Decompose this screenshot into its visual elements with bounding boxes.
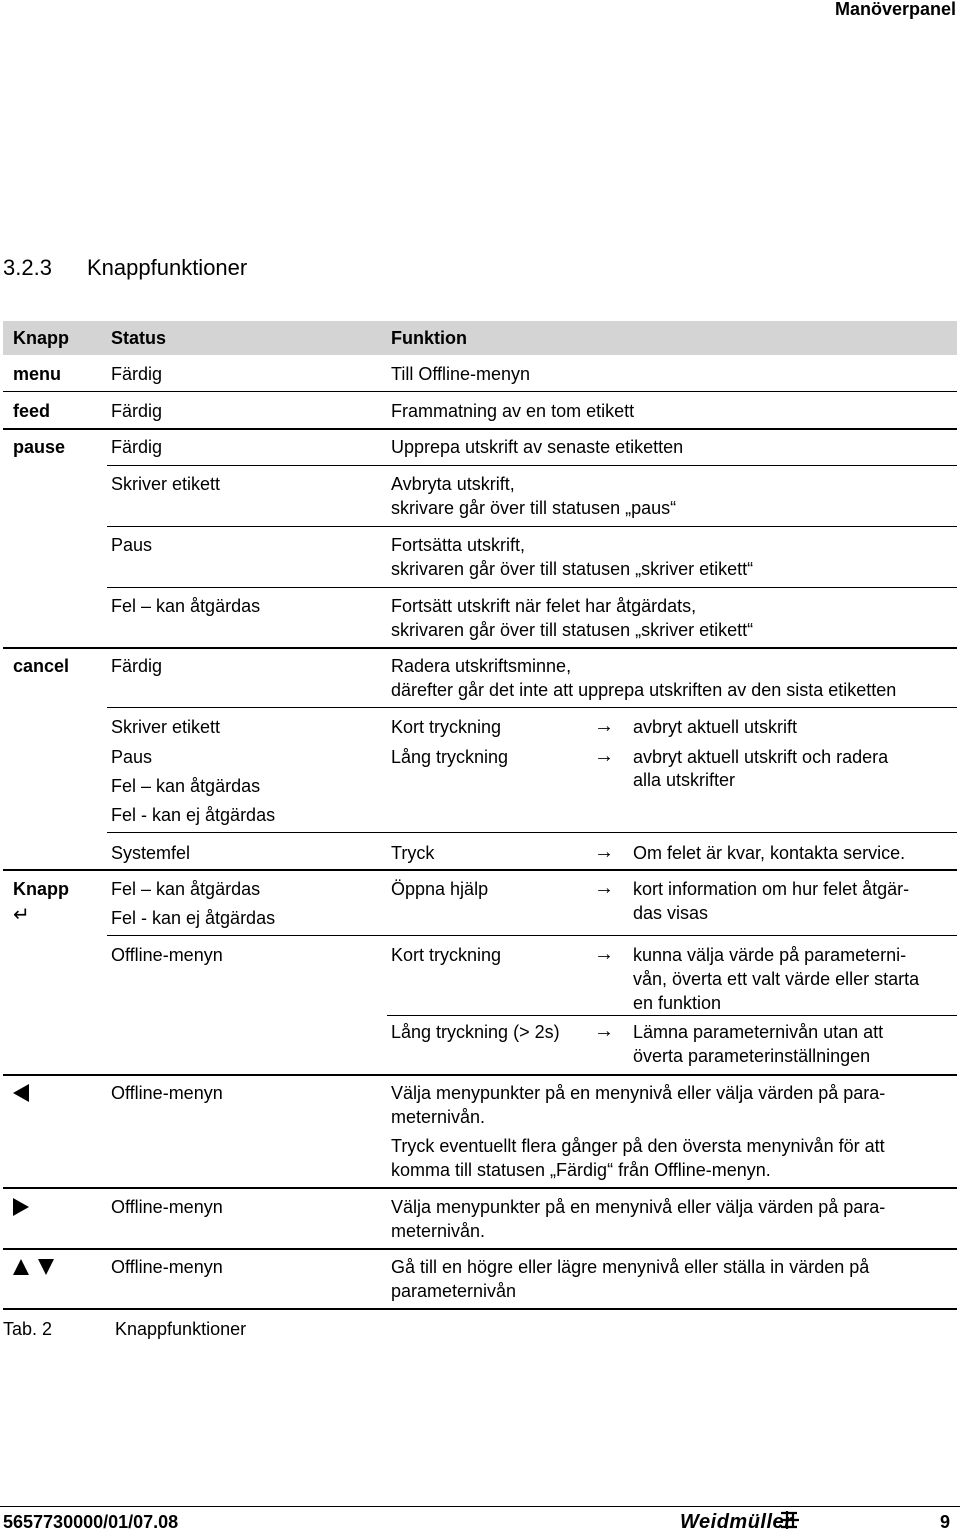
row-divider — [3, 1074, 957, 1076]
table-bottom-rule — [3, 1308, 957, 1310]
function-cell: Fortsätt utskrift när felet har åtgärdats, — [391, 596, 697, 616]
press-type: Tryck — [391, 843, 435, 863]
status-cell: Offline-menyn — [111, 1083, 223, 1103]
table-caption-text: Knappfunktioner — [115, 1319, 247, 1339]
press-result: kunna välja värde på parameterni- — [633, 945, 907, 965]
function-cell: Frammatning av en tom etikett — [391, 401, 635, 421]
arrow-right-icon: → — [594, 841, 614, 863]
status-cell: Färdig — [111, 437, 163, 457]
column-header-key: Knapp — [13, 328, 69, 348]
row-divider — [107, 707, 957, 708]
press-type: Lång tryckning (> 2s) — [391, 1022, 560, 1042]
status-cell: Offline-menyn — [111, 1197, 223, 1217]
status-cell: Skriver etikett — [111, 717, 221, 737]
function-cell: meternivån. — [391, 1221, 486, 1241]
triangle-down-icon — [38, 1259, 54, 1275]
row-divider — [3, 647, 957, 649]
row-divider — [107, 465, 957, 466]
section-title: Knappfunktioner — [87, 255, 248, 280]
status-cell: Paus — [111, 535, 153, 555]
page-number: 9 — [940, 1512, 951, 1532]
press-result: avbryt aktuell utskrift — [633, 717, 798, 737]
status-cell: Systemfel — [111, 843, 191, 863]
triangle-left-icon — [13, 1084, 29, 1102]
function-cell: komma till statusen „Färdig“ från Offline-menyn. — [391, 1160, 771, 1180]
function-cell: skrivaren går över till statusen „skriver etikett“ — [391, 559, 754, 579]
brand-logo: Weidmüller — [680, 1511, 793, 1533]
function-cell: Radera utskriftsminne, — [391, 656, 572, 676]
row-divider — [107, 526, 957, 527]
press-type: Lång tryckning — [391, 747, 509, 767]
function-cell: Till Offline-menyn — [391, 364, 531, 384]
status-cell: Fel - kan ej åtgärdas — [111, 908, 276, 928]
column-header-function: Funktion — [391, 328, 467, 348]
function-cell: Tryck eventuellt flera gånger på den översta menynivån för att — [391, 1136, 885, 1156]
key-pause: pause — [13, 437, 66, 457]
row-divider — [107, 935, 957, 936]
function-cell: Gå till en högre eller lägre menynivå eller ställa in värden på — [391, 1257, 870, 1277]
status-cell: Fel – kan åtgärdas — [111, 596, 261, 616]
row-divider — [107, 832, 957, 833]
triangle-right-icon — [13, 1198, 29, 1216]
press-result: en funktion — [633, 993, 722, 1013]
press-result: avbryt aktuell utskrift och radera — [633, 747, 889, 767]
arrow-right-icon: → — [594, 877, 614, 899]
status-cell: Fel – kan åtgärdas — [111, 879, 261, 899]
function-cell: Välja menypunkter på en menynivå eller välja värden på para- — [391, 1197, 886, 1217]
footer-rule — [0, 1506, 960, 1507]
function-cell: Välja menypunkter på en menynivå eller välja värden på para- — [391, 1083, 886, 1103]
brand-mark-icon — [779, 1510, 801, 1530]
arrow-right-icon: → — [594, 1020, 614, 1042]
function-cell: Upprepa utskrift av senaste etiketten — [391, 437, 684, 457]
column-header-status: Status — [111, 328, 167, 348]
document-number: 5657730000/01/07.08 — [3, 1512, 179, 1532]
function-cell: Fortsätta utskrift, — [391, 535, 526, 555]
status-cell: Skriver etikett — [111, 474, 221, 494]
press-result: kort information om hur felet åtgär- — [633, 879, 910, 899]
arrow-right-icon: → — [594, 943, 614, 965]
row-divider — [387, 1015, 957, 1016]
section-number: 3.2.3 — [3, 255, 52, 280]
function-cell: skrivare går över till statusen „paus“ — [391, 498, 677, 518]
press-result: Lämna parameternivån utan att — [633, 1022, 884, 1042]
status-cell: Offline-menyn — [111, 1257, 223, 1277]
press-type: Öppna hjälp — [391, 879, 489, 899]
press-result: Om felet är kvar, kontakta service. — [633, 843, 906, 863]
row-divider — [3, 391, 957, 392]
enter-key-icon: ↵ — [13, 904, 30, 926]
triangle-up-icon — [13, 1259, 29, 1275]
press-type: Kort tryckning — [391, 717, 502, 737]
function-cell: parameternivån — [391, 1281, 517, 1301]
press-result: das visas — [633, 903, 709, 923]
function-cell: Avbryta utskrift, — [391, 474, 515, 494]
status-cell: Offline-menyn — [111, 945, 223, 965]
press-result: alla utskrifter — [633, 770, 736, 790]
key-feed: feed — [13, 401, 51, 421]
function-cell: därefter går det inte att upprepa utskriften av den sista etiketten — [391, 680, 897, 700]
status-cell: Fel – kan åtgärdas — [111, 776, 261, 796]
page-header: Manöverpanel — [835, 0, 957, 19]
key-cancel: cancel — [13, 656, 70, 676]
key-enter-label: Knapp — [13, 879, 69, 899]
row-divider — [3, 1187, 957, 1189]
status-cell: Fel - kan ej åtgärdas — [111, 805, 276, 825]
row-divider — [107, 587, 957, 588]
status-cell: Färdig — [111, 364, 163, 384]
arrow-right-icon: → — [594, 715, 614, 737]
row-divider — [3, 869, 957, 871]
row-divider — [3, 428, 957, 430]
status-cell: Paus — [111, 747, 153, 767]
table-caption-label: Tab. 2 — [3, 1319, 53, 1339]
function-cell: skrivaren går över till statusen „skriver etikett“ — [391, 620, 754, 640]
press-result: vån, överta ett valt värde eller starta — [633, 969, 920, 989]
press-result: överta parameterinställningen — [633, 1046, 871, 1066]
status-cell: Färdig — [111, 401, 163, 421]
status-cell: Färdig — [111, 656, 163, 676]
key-menu: menu — [13, 364, 62, 384]
row-divider — [3, 1248, 957, 1250]
press-type: Kort tryckning — [391, 945, 502, 965]
arrow-right-icon: → — [594, 745, 614, 767]
function-cell: meternivån. — [391, 1107, 486, 1127]
